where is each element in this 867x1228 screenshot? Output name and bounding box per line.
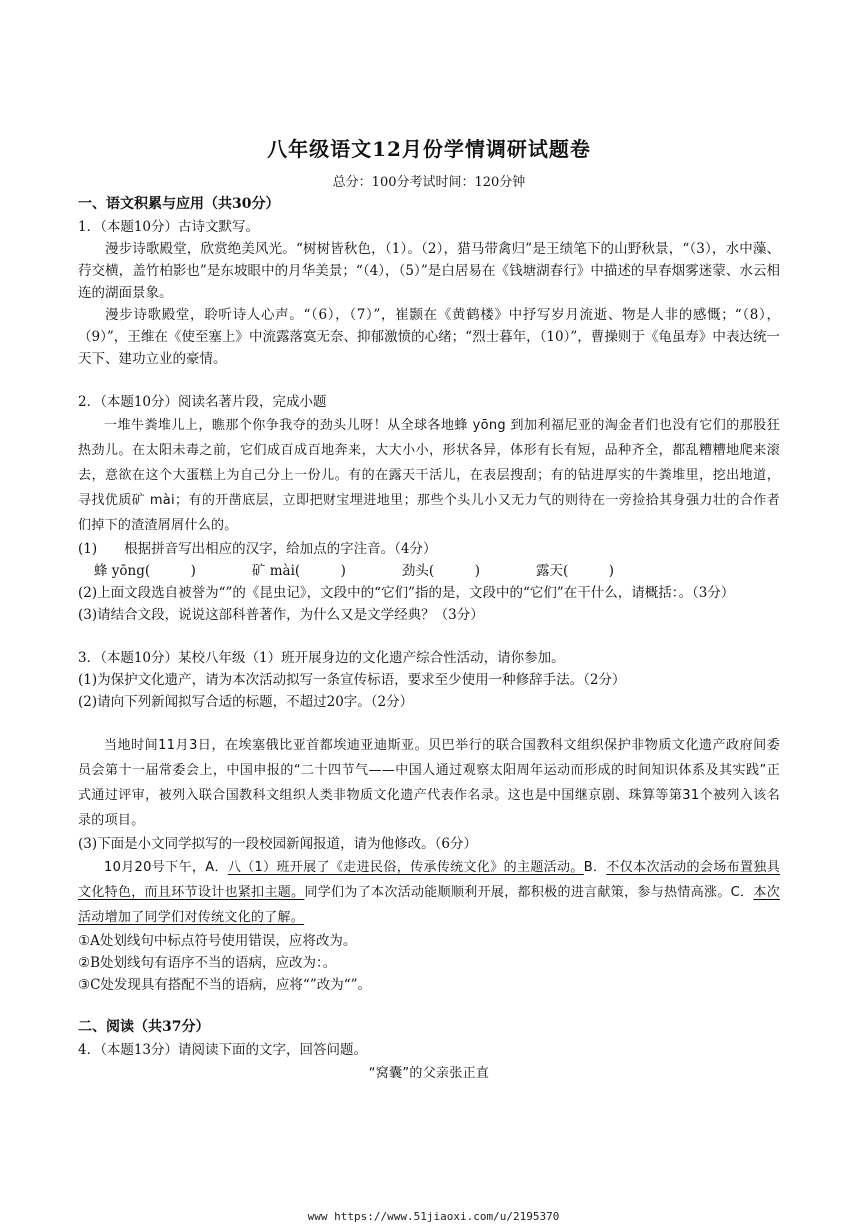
question-2-passage: 一堆牛粪堆儿上，瞧那个你争我夺的劲头儿呀！从全球各地蜂 yōng 到加利福尼亚的淘金者们也没有它们的那股狂热劲儿。在太阳未毒之前，它们成百成百地奔来，大大小小，形状各异，体形有长有短，品种齐全，都乱糟糟地爬来滚去，意欲在这个大蛋糕上为自己分上一份儿。有的在露天干活儿，在表层搜刮；有的钻进厚实的牛粪堆里，挖出地道，寻找优质矿 mài；有的开凿底层，立即把财宝埋进地里；那些个头儿小又无力气的则待在一旁捡拾其身强力壮的合作者们掉下的渣渣屑屑什么的。 [78,418,780,533]
section-1-heading: 一、语文积累与应用（共30分） [78,196,280,212]
question-3-sub-2: (2)请向下列新闻拟写合适的标题，不超过20字。（2分） [78,694,414,710]
question-2-sub-2: (2)上面文段选自被誉为“”的《昆虫记》，文段中的“它们”指的是，文段中的“它们”在干什么，请概括：。（3分） [78,585,735,601]
report-label-a: 10月20号下午，A． [104,860,228,875]
pinyin-item-2: 矿 mài( ) [251,563,346,579]
report-middle-text: 同学们为了本次活动能顺顺利开展，都积极的进言献策，参与热情高涨。C． [304,885,754,900]
question-3-head: 3．（本题10分）某校八年级（1）班开展身边的文化遗产综合性活动，请你参加。 [78,650,565,666]
news-passage: 当地时间11月3日，在埃塞俄比亚首都埃迪亚迪斯亚。贝巴举行的联合国教科文组织保护非物质文化遗产政府间委员会第十一届常委会上，中国申报的“二十四节气——中国人通过观察太阳周年运动而形成的时间知识体系及其实践”正式通过评审，被列入联合国教科文组织人类非物质文化遗产代表作名录。这也是中国继京剧、珠算等第31个被列入该名录的项目。 [78,738,780,828]
question-2-sub-3: (3)请结合文段，说说这部科普著作，为什么又是文学经典？（3分） [78,607,484,623]
page-title: 八年级语文12月份学情调研试题卷 [267,137,591,161]
exam-content [78,193,780,1086]
page-subtitle: 总分：100分考试时间：120分钟 [332,175,526,190]
question-1-head: 1．（本题10分）古诗文默写。 [78,219,260,235]
question-2-head: 2．（本题10分）阅读名著片段，完成小题 [78,394,327,410]
question-4-head: 4．（本题13分）请阅读下面的文字，回答问题。 [78,1042,368,1058]
answer-line-2: ②B处划线句有语序不当的语病，应改为：。 [78,955,337,971]
question-3-sub-1: (1)为保护文化遗产，请为本次活动拟写一条宣传标语，要求至少使用一种修辞手法。（2分） [78,672,626,688]
news-report [78,855,780,930]
article-title: “窝囊”的父亲张正直 [368,1066,490,1081]
report-label-b: B． [583,860,607,875]
footer-url: www https://www.51jiaoxi.com/u/2195370 [307,1210,560,1223]
pinyin-row [78,560,780,582]
question-1-paragraph-2: 漫步诗歌殿堂，聆听诗人心声。“（6），（7）”，崔颢在《黄鹤楼》中抒写岁月流逝、物是人非的感慨；“（8），（9）”，王维在《使至塞上》中流露落寞无奈、抑郁激愤的心绪；“烈士暮年，（10）”，曹操则于《龟虽寿》中表达统一天下、建功立业的豪情。 [78,307,780,367]
question-3-sub-3: (3)下面是小文同学拟写的一段校园新闻报道，请为他修改。（6分） [78,836,477,852]
answer-line-3: ③C处发现具有搭配不当的语病，应将“”改为“”。 [78,977,372,993]
underlined-sentence-b: 不仅本次活动的会场布置独具文化特色，而且环节设计也紧扣主题。 [78,860,781,900]
pinyin-item-1: 蜂 yōng( ) [94,563,196,579]
section-2-heading: 二、阅读（共37分） [78,1019,210,1035]
pinyin-item-3: 劲头( ) [401,563,480,579]
underlined-sentence-c: 本次活动增加了同学们对传统文化的了解。 [78,885,780,925]
question-1-paragraph-1: 漫步诗歌殿堂，欣赏绝美风光。“树树皆秋色，（1）。（2），猎马带禽归”是王绩笔下的山野秋景，“（3），水中藻、荇交横，盖竹柏影也”是东坡眼中的月华美景；“（4），（5）”是白居易在《钱塘湖春行》中描述的早春烟雾迷蒙、水云相连的湖面景象。 [78,241,780,301]
question-2-sub-1: (1) 根据拼音写出相应的汉字，给加点的字注音。（4分） [78,541,437,557]
pinyin-item-4: 露天( ) [535,563,615,579]
answer-line-1: ①A处划线句中标点符号使用错误，应将改为。 [78,933,357,949]
underlined-sentence-a: 八（1）班开展了《走进民俗，传承传统文化》的主题活动。 [227,860,584,875]
